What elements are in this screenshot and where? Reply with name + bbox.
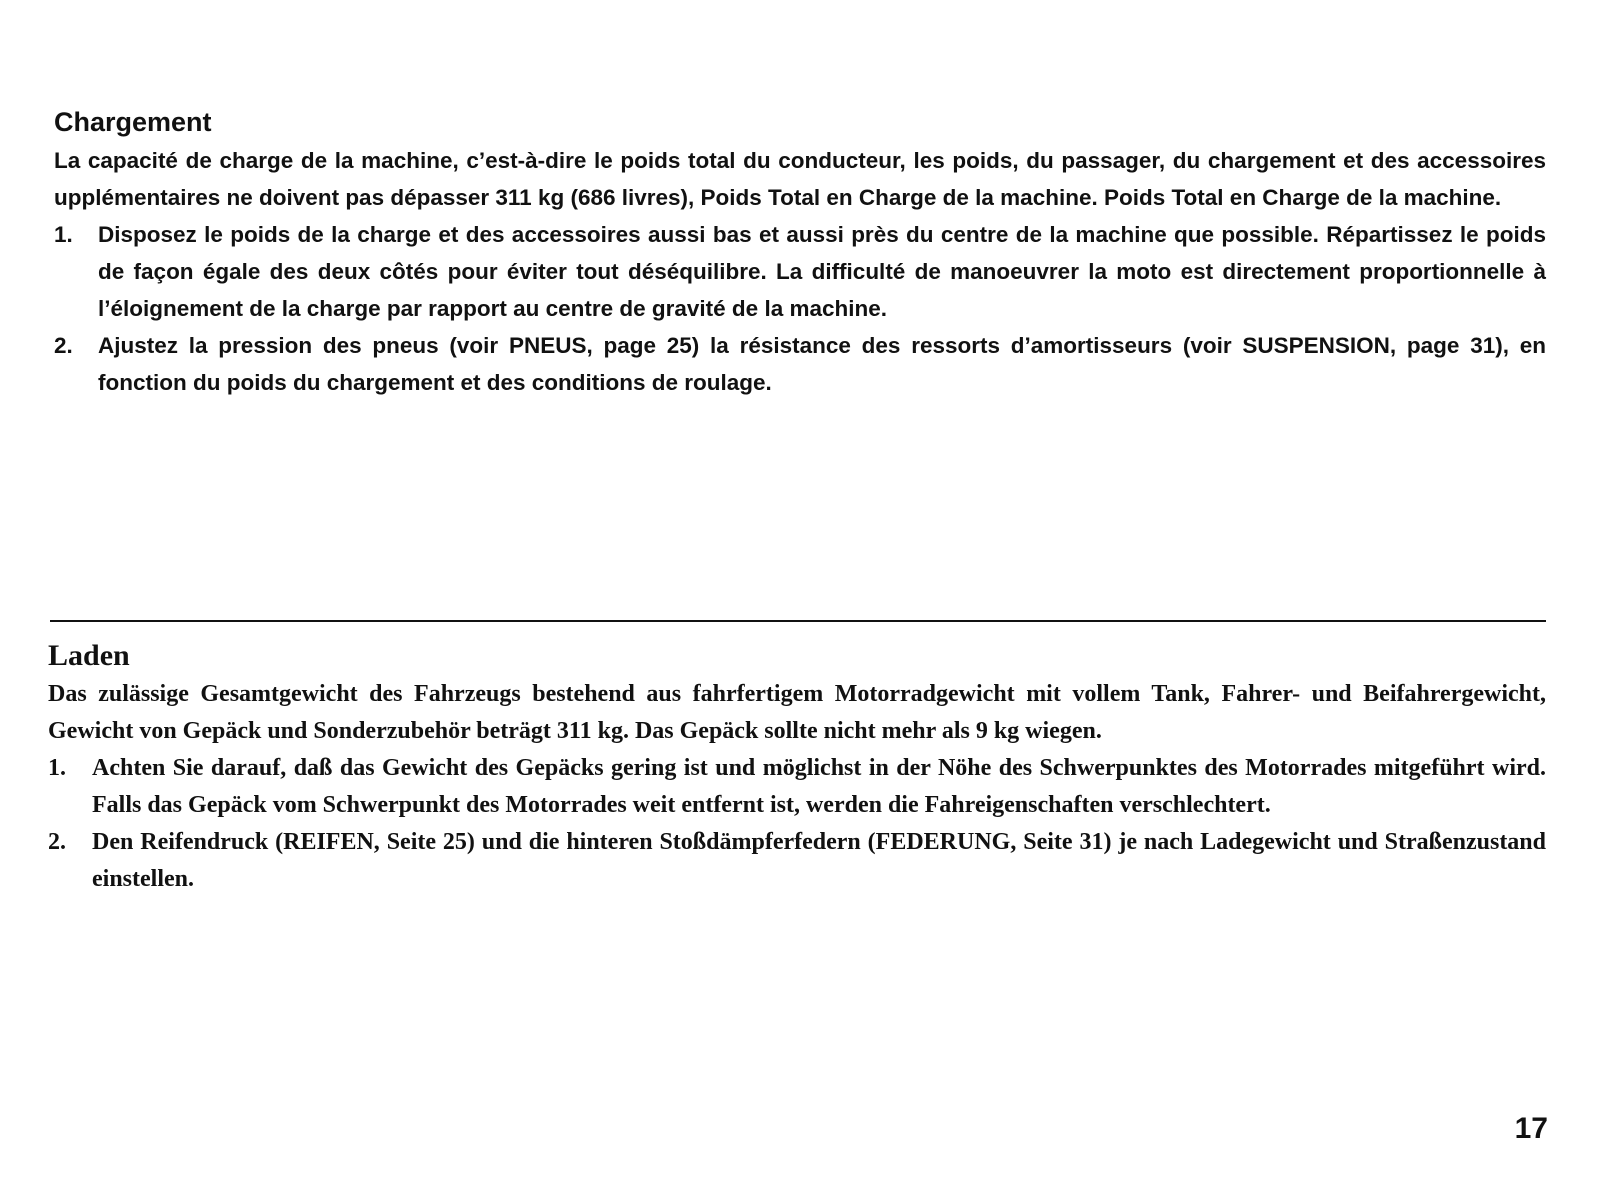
french-intro: La capacité de charge de la machine, c’est-à-dire le poids total du conducteur, les poids, du passager, du chargement et des accessoires upplémentaires ne doivent pas dépasser 311 kg (686 livres), Poids Total en Charge de la machine. Poids Total en Charge de la machine.: [54, 148, 1546, 210]
page-number: 17: [1514, 1112, 1548, 1145]
french-item-text: Disposez le poids de la charge et des accessoires aussi bas et aussi près du centre de la machine que possible. Répartissez le poids de façon égale des deux côtés pour éviter tout déséquilibre. La difficulté de manoeuvrer la moto est directement proportionnelle à l’éloignement de la charge par rapport au centre de gravité de la machine.: [98, 222, 1546, 321]
section-divider: [50, 620, 1546, 622]
french-list-item: [54, 327, 1546, 401]
french-item-number: 2.: [54, 333, 73, 358]
french-item-text: Ajustez la pression des pneus (voir PNEUS, page 25) la résistance des ressorts d’amortisseurs (voir SUSPENSION, page 31), en fonction du poids du chargement et des conditions de roulage.: [98, 333, 1546, 395]
french-list: [54, 216, 1546, 401]
german-item-number: 1.: [48, 755, 66, 781]
german-list-item: [48, 750, 1546, 824]
german-item-number: 2.: [48, 829, 66, 855]
french-section: [54, 102, 1546, 401]
german-item-text: Den Reifendruck (REIFEN, Seite 25) und die hinteren Stoßdämpferfedern (FEDERUNG, Seite 31) je nach Ladegewicht und Straßenzustand einstellen.: [92, 829, 1546, 892]
german-list: [48, 750, 1546, 898]
german-item-text: Achten Sie darauf, daß das Gewicht des Gepäcks gering ist und möglichst in der Nöhe des Schwerpunktes des Motorrades mitgeführt wird. Falls das Gepäck vom Schwerpunkt des Motorrades weit entfernt ist, werden die Fahreigenschaften verschlechtert.: [92, 755, 1546, 818]
french-heading: Chargement: [54, 107, 212, 137]
french-item-number: 1.: [54, 222, 73, 247]
french-list-item: [54, 216, 1546, 327]
german-section: [48, 636, 1546, 898]
german-list-item: [48, 824, 1546, 898]
german-heading: Laden: [48, 639, 130, 672]
german-intro: Das zulässige Gesamtgewicht des Fahrzeugs bestehend aus fahrfertigem Motorradgewicht mit vollem Tank, Fahrer- und Beifahrergewicht, Gewicht von Gepäck und Sonderzubehör beträgt 311 kg. Das Gepäck sollte nicht mehr als 9 kg wiegen.: [48, 681, 1546, 744]
